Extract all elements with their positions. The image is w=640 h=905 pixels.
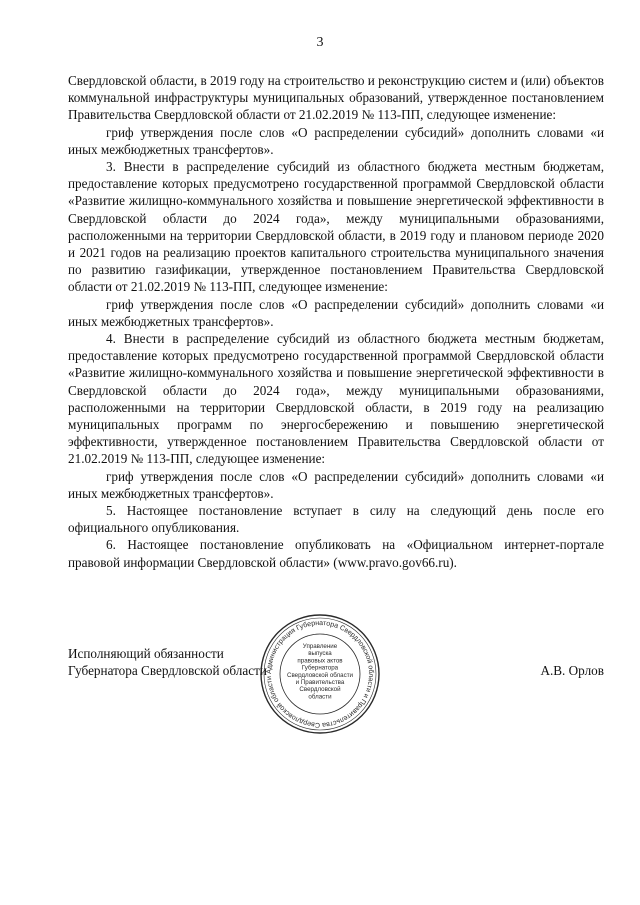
paragraph-amendment: гриф утверждения после слов «О распределении субсидий» дополнить словами «и иных межбюджетных трансфертов». [68,296,604,329]
position-line-2: Губернатора Свердловской области [68,663,267,679]
paragraph-item-6: 6. Настоящее постановление опубликовать на «Официальном интернет-портале правовой информации Свердловской области» (www.pravo.gov66.ru). [68,537,604,570]
stamp-center-line: Свердловской [299,686,341,694]
paragraph-item-4: 4. Внести в распределение субсидий из областного бюджета местным бюджетам, предоставление которых предусмотрено государственной программой Свердловской области «Развитие жилищно-коммунального хозяйства и повышение энергетической эффективности в Свердловской области до 2024 года», между муниципальными образованиями, расположенными на территории Свердловской области, в 2019 году на реализацию муниципальных программ по энергосбережению и повышению энергетической эффективности, утвержденное постановлением Правительства Свердловской области от 21.02.2019 № 113-ПП, следующее изменение: [68,331,604,467]
stamp-center-line: Управление [302,643,338,650]
stamp-center-line: выпуска [308,650,332,658]
paragraph-item-5: 5. Настоящее постановление вступает в силу на следующий день после его официального опубликования. [68,503,604,536]
stamp-center-line: и Правительства [295,679,345,686]
stamp-center-line: правовых актов [297,657,343,665]
stamp-center-line: области [308,693,332,701]
signatory-position [68,645,267,679]
stamp-ring-text: Администрация Губернатора Свердловской области и Правительства Свердловской области [265,619,375,729]
signatory-name: А.В. Орлов [540,663,604,678]
stamp-center-text [287,643,354,700]
stamp-center-line: Свердловской области [286,671,354,679]
official-stamp-icon [258,612,382,736]
paragraph-amendment: гриф утверждения после слов «О распределении субсидий» дополнить словами «и иных межбюджетных трансфертов». [68,124,604,157]
position-line-1: Исполняющий обязанности [68,646,224,661]
document-body [68,72,604,571]
page-number: 3 [316,35,324,50]
stamp-center-line: Губернатора [301,664,339,672]
paragraph-item-3: 3. Внести в распределение субсидий из областного бюджета местным бюджетам, предоставление которых предусмотрено государственной программой Свердловской области «Развитие жилищно-коммунального хозяйства и повышение энергетической эффективности в Свердловской области до 2024 года», между муниципальными образованиями, расположенными на территории Свердловской области, в 2019 году и плановом периоде 2020 и 2021 годов на реализацию проектов капитального строительства муниципального значения по развитию газификации, утвержденное постановлением Правительства Свердловской области от 21.02.2019 № 113-ПП, следующее изменение: [68,159,604,295]
paragraph-continuation: Свердловской области, в 2019 году на строительство и реконструкцию систем и (или) объектов коммунальной инфраструктуры муниципальных образований, утвержденное постановлением Правительства Свердловской области от 21.02.2019 № 113-ПП, следующее изменение: [68,73,604,123]
paragraph-amendment: гриф утверждения после слов «О распределении субсидий» дополнить словами «и иных межбюджетных трансфертов». [68,468,604,501]
